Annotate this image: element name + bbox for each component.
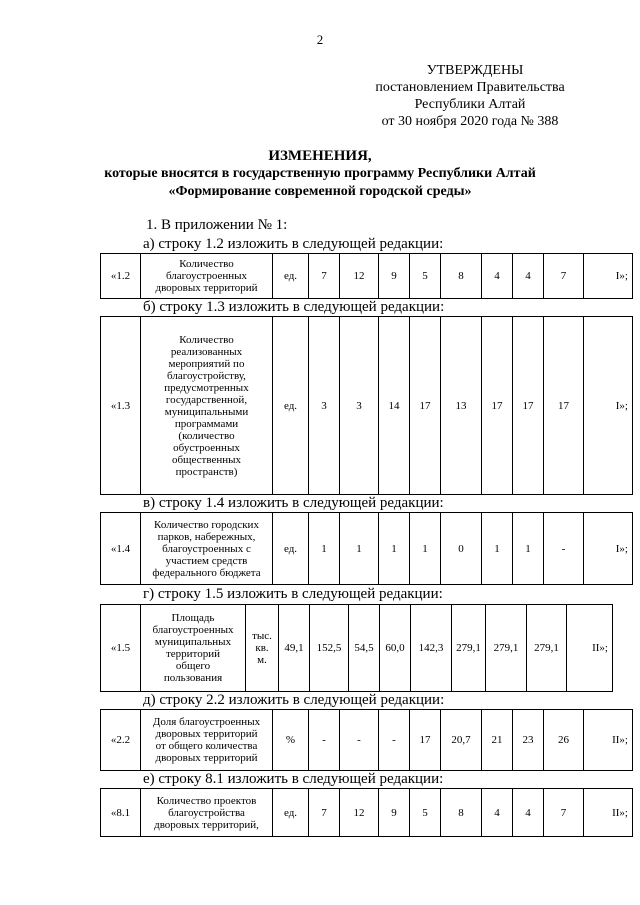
amendment-heading: е) строку 8.1 изложить в следующей редакции:	[143, 771, 444, 787]
description-line: федерального бюджета	[152, 566, 261, 579]
row-description	[141, 254, 273, 299]
amendment-heading: в) строку 1.4 изложить в следующей редакции:	[143, 495, 444, 511]
row-value: 7	[544, 254, 584, 299]
row-end: II»;	[584, 710, 633, 771]
row-code: «2.2	[101, 710, 141, 771]
row-value: 13	[441, 317, 482, 495]
row-value: 7	[544, 789, 584, 837]
description-line: благоустроенных	[165, 270, 248, 282]
description-line: дворовых территорий,	[154, 818, 259, 831]
description-line: пространств)	[175, 465, 238, 478]
row-value: 7	[309, 789, 340, 837]
row-value: 4	[482, 789, 513, 837]
row-value: 4	[513, 254, 544, 299]
description-line: пользования	[163, 672, 223, 684]
row-value: 26	[544, 710, 584, 771]
row-value: 5	[410, 254, 441, 299]
unit-line: %	[285, 734, 296, 746]
row-end: I»;	[584, 254, 633, 299]
page-number: 2	[316, 32, 324, 47]
unit-line: ед.	[283, 399, 298, 412]
row-value: 21	[482, 710, 513, 771]
row-unit	[273, 513, 309, 585]
row-value: 17	[513, 317, 544, 495]
description-line: предусмотренных	[164, 381, 249, 394]
row-value: 8	[441, 254, 482, 299]
description-line: парков, набережных,	[157, 530, 256, 543]
row-value: 1	[309, 513, 340, 585]
row-unit	[273, 710, 309, 771]
row-value: 49,1	[279, 605, 310, 692]
row-code: «1.3	[101, 317, 141, 495]
description-line: дворовых территорий	[155, 282, 258, 294]
row-value: 142,3	[411, 605, 452, 692]
row-value: 8	[441, 789, 482, 837]
row-end: II»;	[567, 605, 613, 692]
description-line: благоустроенных	[152, 624, 234, 636]
description-line: участием средств	[165, 554, 248, 567]
row-value: 9	[379, 254, 410, 299]
description-line: территорий	[165, 648, 220, 660]
row-description	[141, 710, 273, 771]
unit-line: м.	[257, 654, 267, 666]
document-title	[0, 147, 640, 201]
row-description	[141, 789, 273, 837]
row-value: -	[544, 513, 584, 585]
table-row	[101, 254, 633, 299]
row-unit	[273, 317, 309, 495]
row-value: 12	[340, 254, 379, 299]
row-value: 17	[544, 317, 584, 495]
row-unit	[273, 254, 309, 299]
row-end: I»;	[584, 317, 633, 495]
row-value: 4	[513, 789, 544, 837]
amendment-heading: б) строку 1.3 изложить в следующей редакции:	[143, 299, 445, 315]
unit-line: ед.	[283, 806, 298, 819]
row-code: «1.5	[101, 605, 141, 692]
title-line-2: которые вносятся в государственную программу Республики Алтай	[104, 166, 536, 181]
row-value: 279,1	[452, 605, 486, 692]
indicator-table	[100, 253, 633, 299]
description-line: муниципальными	[164, 405, 249, 418]
description-line: (количество	[178, 429, 235, 442]
row-end: II»;	[584, 789, 633, 837]
row-value: 7	[309, 254, 340, 299]
description-line: Количество городских	[154, 518, 259, 531]
row-value: 3	[309, 317, 340, 495]
indicator-table	[100, 604, 613, 692]
row-value: 20,7	[441, 710, 482, 771]
description-line: Количество проектов	[156, 794, 257, 807]
row-value: 279,1	[486, 605, 527, 692]
description-line: дворовых территорий	[155, 728, 258, 740]
row-value: 23	[513, 710, 544, 771]
table-row	[101, 513, 633, 585]
row-value: 1	[513, 513, 544, 585]
table-row	[101, 317, 633, 495]
description-line: от общего количества	[155, 740, 258, 752]
row-value: 5	[410, 789, 441, 837]
table-row	[101, 710, 633, 771]
row-value: 279,1	[527, 605, 567, 692]
description-line: обустроенных	[173, 441, 240, 454]
row-description	[141, 513, 273, 585]
description-line: Количество	[179, 258, 234, 270]
row-code: «1.2	[101, 254, 141, 299]
unit-line: ед.	[283, 270, 298, 282]
title-main: ИЗМЕНЕНИЯ,	[268, 148, 372, 164]
title-line-3: «Формирование современной городской среды»	[168, 184, 472, 199]
row-value: 1	[379, 513, 410, 585]
row-end: I»;	[584, 513, 633, 585]
row-value: 152,5	[310, 605, 349, 692]
unit-line: тыс.	[252, 630, 272, 642]
description-line: Количество	[179, 333, 234, 346]
row-value: 17	[410, 317, 441, 495]
approval-block	[360, 62, 580, 130]
section-heading: 1. В приложении № 1:	[146, 217, 288, 233]
row-description	[141, 317, 273, 495]
amendment-heading: а) строку 1.2 изложить в следующей редакции:	[143, 236, 444, 252]
description-line: мероприятий по	[168, 357, 245, 370]
approval-line-3: Республики Алтай	[414, 97, 526, 112]
approval-line-2: постановлением Правительства	[375, 80, 565, 95]
row-value: -	[379, 710, 410, 771]
description-line: дворовых территорий	[155, 752, 258, 764]
description-line: государственной,	[165, 393, 248, 406]
description-line: реализованных	[170, 345, 243, 358]
row-code: «8.1	[101, 789, 141, 837]
amendment-heading: г) строку 1.5 изложить в следующей редакции:	[143, 586, 443, 602]
description-line: общественных	[171, 453, 242, 466]
description-line: общего	[175, 660, 211, 672]
indicator-table	[100, 316, 633, 495]
row-value: 4	[482, 254, 513, 299]
table-row	[101, 605, 613, 692]
row-value: 17	[482, 317, 513, 495]
approval-line-4: от 30 ноября 2020 года № 388	[381, 114, 559, 129]
description-line: благоустройства	[168, 806, 245, 819]
row-value: 0	[441, 513, 482, 585]
row-value: 17	[410, 710, 441, 771]
row-value: 60,0	[380, 605, 411, 692]
approval-line-1: УТВЕРЖДЕНЫ	[426, 63, 524, 78]
description-line: благоустройству,	[167, 369, 246, 382]
row-value: -	[340, 710, 379, 771]
row-value: -	[309, 710, 340, 771]
description-line: благоустроенных с	[162, 542, 251, 555]
unit-line: ед.	[283, 542, 298, 555]
table-row	[101, 789, 633, 837]
row-value: 3	[340, 317, 379, 495]
row-unit	[273, 789, 309, 837]
indicator-table	[100, 512, 633, 585]
row-value: 12	[340, 789, 379, 837]
indicator-table	[100, 788, 633, 837]
row-value: 9	[379, 789, 410, 837]
row-unit	[246, 605, 279, 692]
row-description	[141, 605, 246, 692]
row-value: 54,5	[349, 605, 380, 692]
unit-line: кв.	[255, 642, 269, 654]
row-value: 1	[410, 513, 441, 585]
amendment-heading: д) строку 2.2 изложить в следующей редакции:	[143, 692, 445, 708]
description-line: программами	[174, 417, 239, 430]
description-line: Доля благоустроенных	[152, 716, 261, 728]
indicator-table	[100, 709, 633, 771]
description-line: Площадь	[171, 612, 215, 624]
row-value: 1	[482, 513, 513, 585]
row-code: «1.4	[101, 513, 141, 585]
description-line: муниципальных	[154, 636, 232, 648]
row-value: 1	[340, 513, 379, 585]
row-value: 14	[379, 317, 410, 495]
